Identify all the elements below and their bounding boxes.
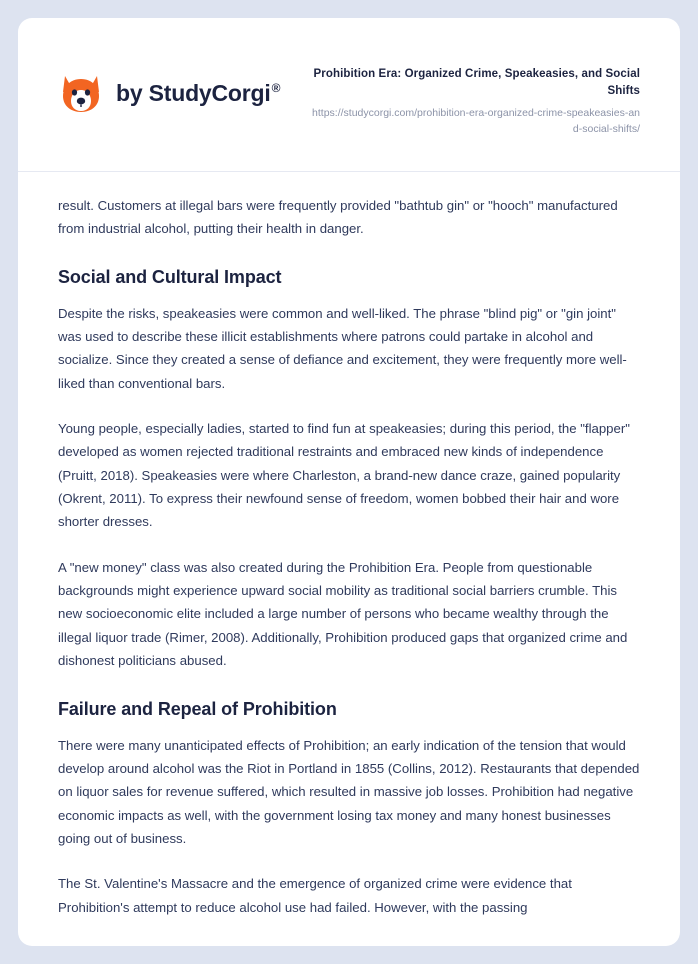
brand-name-label: by StudyCorgi xyxy=(116,79,271,106)
brand-name xyxy=(116,80,280,107)
document-meta xyxy=(310,62,640,137)
document-header xyxy=(18,18,680,137)
paragraph: There were many unanticipated effects of Prohibition; an early indication of the tension that would develop around alcohol was the Riot in Portland in 1855 (Collins, 2012). Restaurants that depended on liquor sales for revenue suffered, which resulted in massive job losses. Prohibition had negative economic impacts as well, with the government losing tax money and many honest businesses going out of business. xyxy=(58,737,640,846)
brand-block[interactable] xyxy=(58,62,280,116)
paragraph: A "new money" class was also created during the Prohibition Era. People from questionable backgrounds might experience upward social mobility as traditional social barriers crumble. This new socioeconomic elite included a large number of persons who became wealthy through the illegal liquor trade (Rimer, 2008). Additionally, Prohibition produced gaps that organized crime and dishonest politicians abused. xyxy=(58,559,628,669)
header-divider xyxy=(18,171,680,172)
section-heading-failure-and-repeal-of-prohibition: Failure and Repeal of Prohibition xyxy=(58,698,337,719)
paragraph: The St. Valentine's Massacre and the emergence of organized crime were evidence that Prohibition's attempt to reduce alcohol use had failed. However, with the passing xyxy=(58,876,572,915)
registered-mark: ® xyxy=(271,80,281,95)
paragraph: Despite the risks, speakeasies were common and well-liked. The phrase "blind pig" or "gin joint" was used to describe these illicit establishments where patrons could partake in alcohol and socialize. Since they created a sense of defiance and excitement, they were frequently more well-liked than conventional bars. xyxy=(58,305,627,391)
page-title: Prohibition Era: Organized Crime, Speakeasies, and Social Shifts xyxy=(313,68,640,97)
document-content xyxy=(18,194,680,919)
corgi-fox-head-logo-icon xyxy=(58,70,104,116)
section-heading-social-and-cultural-impact: Social and Cultural Impact xyxy=(58,266,282,287)
paragraph: Young people, especially ladies, started to find fun at speakeasies; during this period, the "flapper" developed as women rejected traditional restraints and embraced new kinds of independence (Pruitt, 2018). Speakeasies were where Charleston, a brand-new dance craze, gained popularity (Okrent, 2011). To express their newfound sense of freedom, women bobbed their hair and wore shorter dresses. xyxy=(58,420,630,530)
source-url[interactable]: https://studycorgi.com/prohibition-era-organized-crime-speakeasies-and-social-shifts/ xyxy=(312,107,640,135)
document-sheet xyxy=(18,18,680,946)
paragraph: result. Customers at illegal bars were frequently provided "bathtub gin" or "hooch" manufactured from industrial alcohol, putting their health in danger. xyxy=(58,197,618,237)
